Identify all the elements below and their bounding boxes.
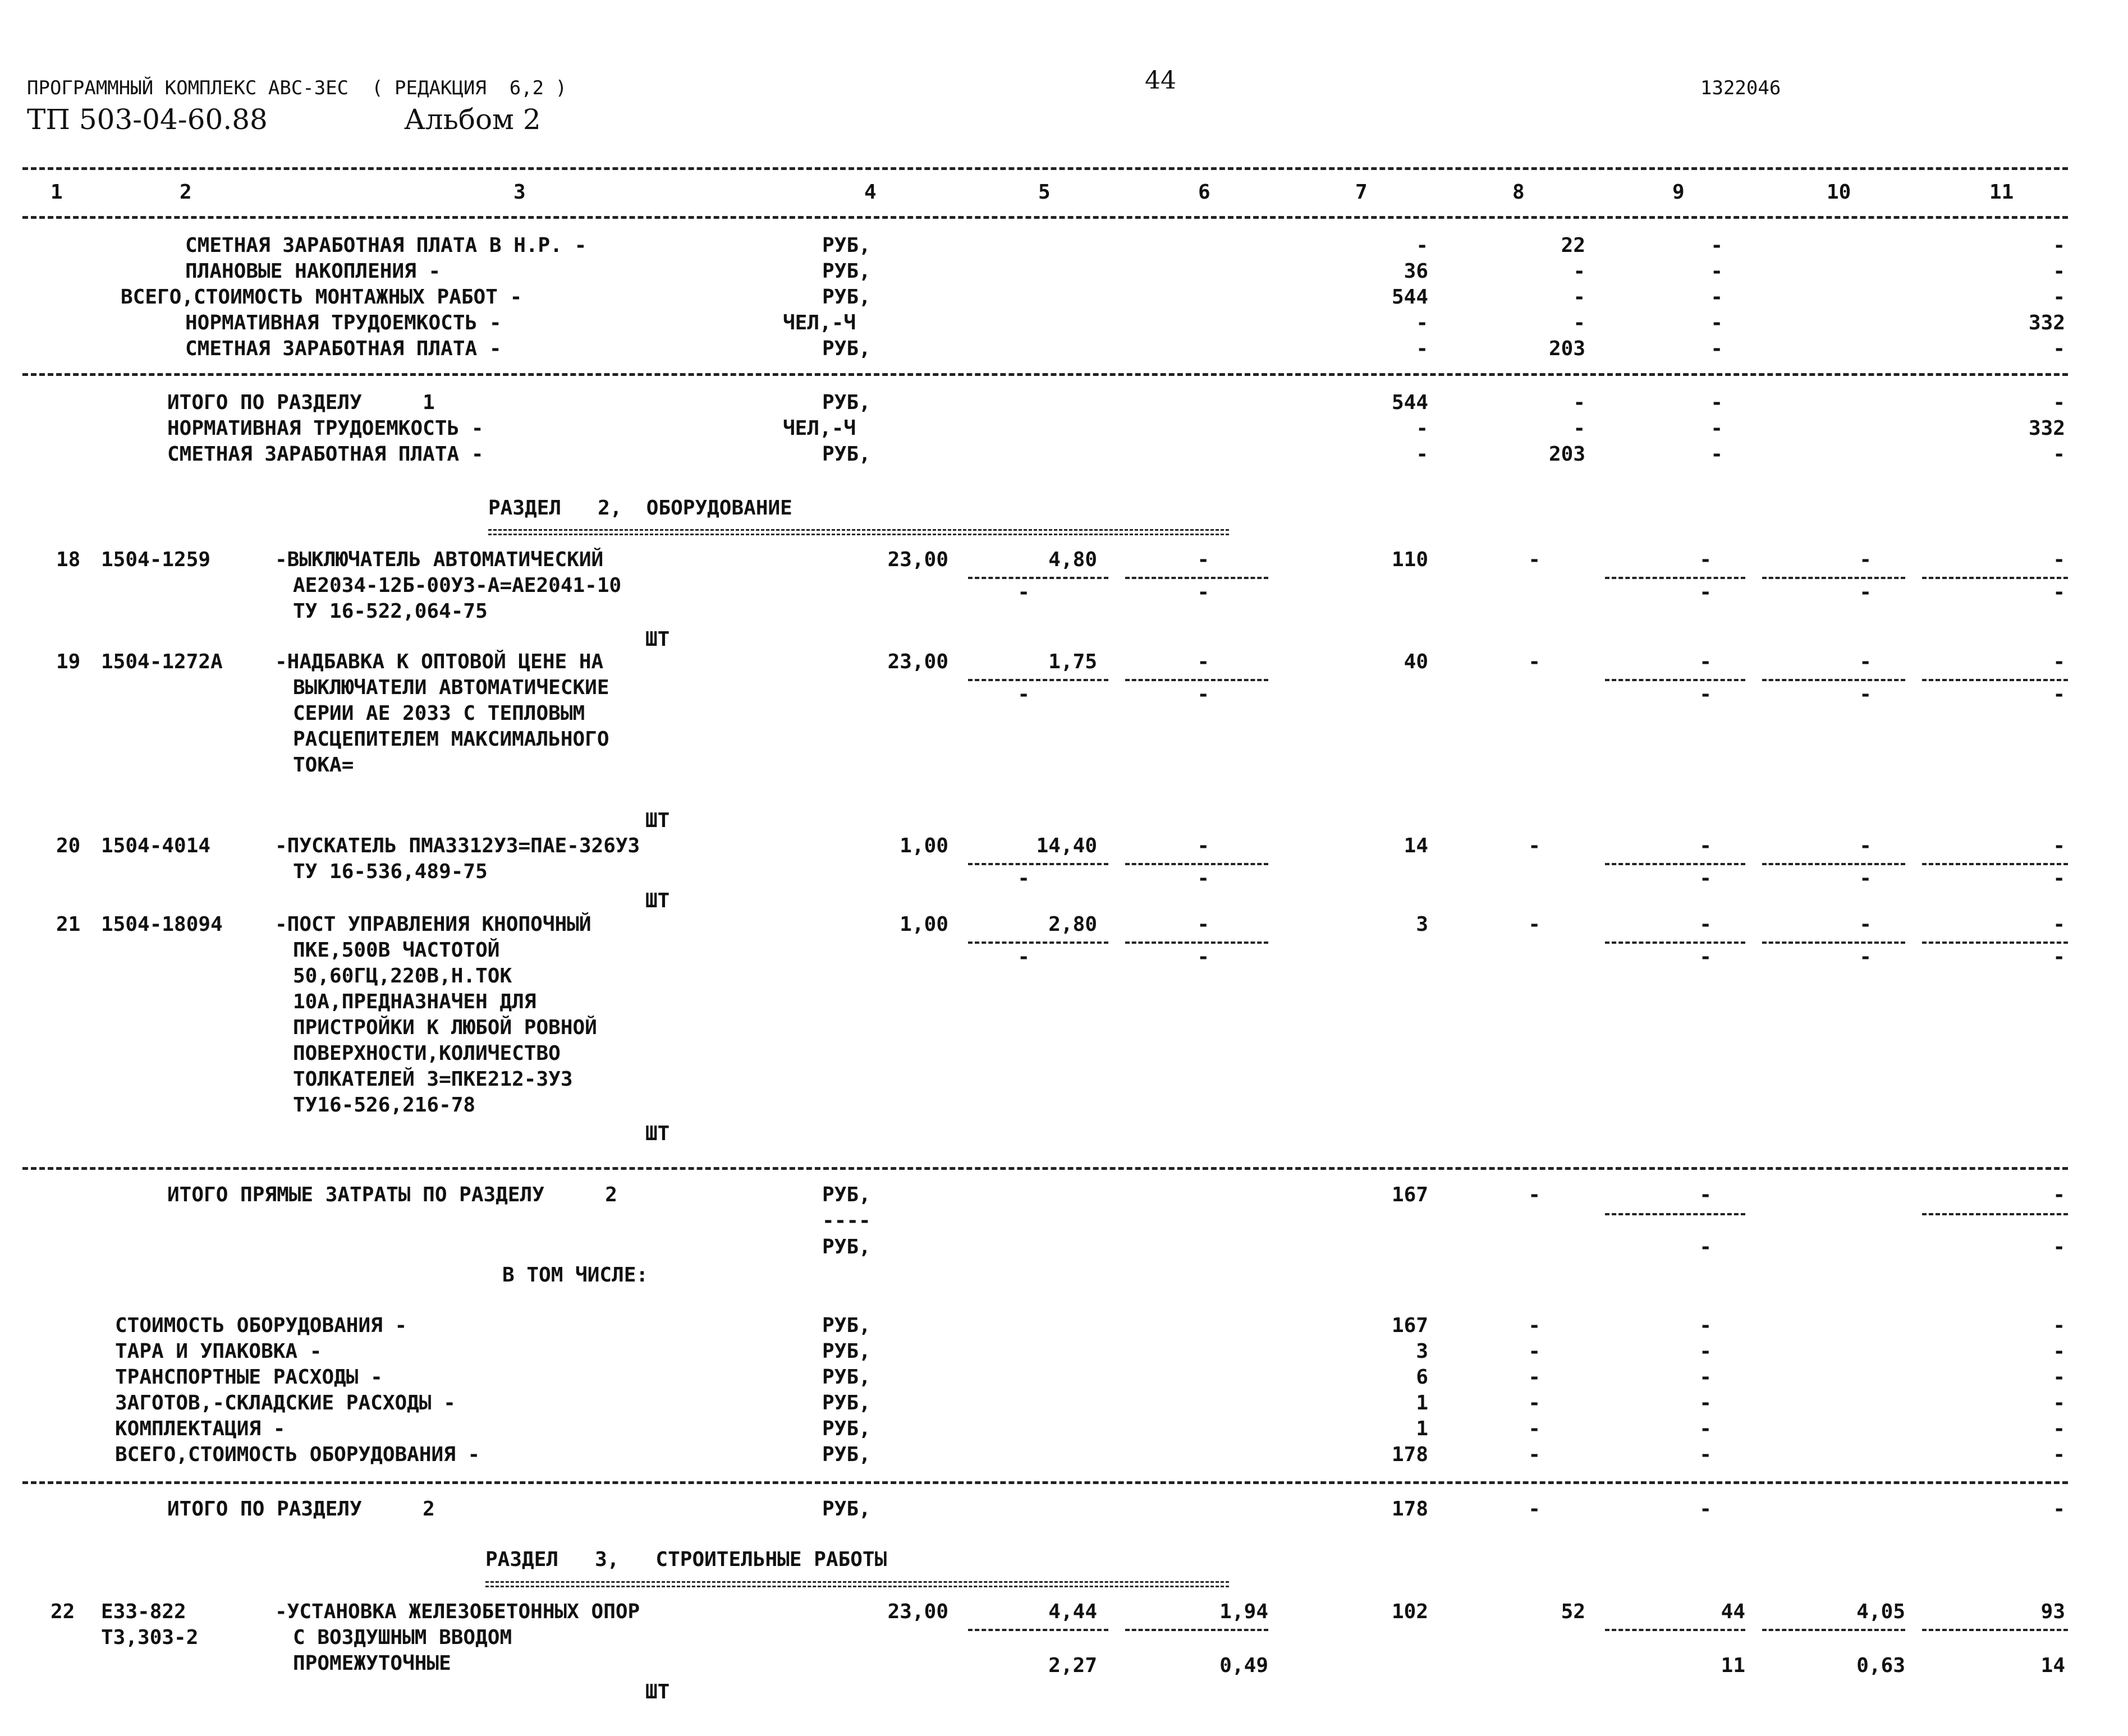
item-code-2: ТЗ,303-2: [101, 1626, 199, 1649]
section1-row-c9: -: [1710, 234, 1723, 257]
cell-separator: [1605, 942, 1745, 944]
item-unit: ШТ: [645, 809, 670, 832]
breakdown-c7: 1: [1416, 1417, 1428, 1440]
item-c9: -: [1699, 650, 1712, 673]
header-rule-bottom: [22, 216, 2068, 219]
item-name-line: ПРОМЕЖУТОЧНЫЕ: [293, 1652, 451, 1675]
section1-row-unit: РУБ,: [822, 286, 871, 309]
cell-separator: [1125, 679, 1268, 681]
section1-total-row-c9: -: [1710, 417, 1723, 440]
item-c5-lower: -: [1017, 867, 1030, 890]
cell-separator: [1125, 863, 1268, 865]
item-c5-lower: 2,27: [1048, 1654, 1097, 1677]
cell-separator: [1922, 942, 2068, 944]
item-c7: 14: [1404, 834, 1428, 857]
section1-total-row-c8: -: [1573, 417, 1585, 440]
item-c9-lower: -: [1699, 683, 1712, 706]
direct-total-unit-dash: ----: [822, 1209, 871, 1232]
section1-row-c11: -: [2053, 337, 2065, 360]
breakdown-c8: -: [1528, 1366, 1540, 1389]
breakdown-c7: 1: [1416, 1391, 1428, 1414]
item-c11-lower: 14: [2040, 1654, 2065, 1677]
direct-total-c8: -: [1528, 1183, 1540, 1206]
breakdown-c8: -: [1528, 1443, 1540, 1466]
item-c6: -: [1197, 913, 1209, 936]
section1-row-c11: -: [2053, 260, 2065, 283]
item-unit: ШТ: [645, 1680, 670, 1703]
section1-row-label: СМЕТНАЯ ЗАРАБОТНАЯ ПЛАТА В Н.Р. -: [185, 234, 587, 257]
breakdown-unit: РУБ,: [822, 1314, 871, 1337]
cell-separator: [1605, 1629, 1745, 1631]
breakdown-c11: -: [2053, 1366, 2065, 1389]
doc-number: 1322046: [1700, 77, 1781, 99]
breakdown-unit: РУБ,: [822, 1340, 871, 1363]
section1-total-row-unit: ЧЕЛ,-Ч: [783, 417, 856, 440]
item-c6-lower: -: [1197, 581, 1209, 604]
section1-total-row-c11: 332: [2028, 417, 2065, 440]
section1-row-c9: -: [1710, 286, 1723, 309]
cell-separator: [968, 942, 1108, 944]
section1-total-row-c9: -: [1710, 443, 1723, 466]
cell-separator: [1922, 1213, 2068, 1215]
section1-row-unit: РУБ,: [822, 260, 871, 283]
section1-row-unit: РУБ,: [822, 337, 871, 360]
item-c9: -: [1699, 834, 1712, 857]
item-c10-lower: -: [1859, 945, 1872, 968]
item-c11-lower: -: [2053, 581, 2065, 604]
item-c6-lower: 0,49: [1219, 1654, 1268, 1677]
section2-total-c7: 178: [1391, 1498, 1428, 1521]
direct-total-unit: РУБ,: [822, 1183, 871, 1206]
item-name-line: ТОКА=: [293, 754, 354, 777]
item-code: 1504-1259: [101, 548, 211, 571]
section1-row-c8: -: [1573, 311, 1585, 334]
section1-total-row-label: ИТОГО ПО РАЗДЕЛУ 1: [167, 391, 435, 414]
cell-separator: [1605, 1213, 1745, 1215]
section1-row-c9: -: [1710, 337, 1723, 360]
section2-title: РАЗДЕЛ 2, ОБОРУДОВАНИЕ: [488, 497, 792, 520]
cell-separator: [1922, 679, 2068, 681]
item-c7: 102: [1391, 1600, 1428, 1623]
item-code: 1504-18094: [101, 913, 223, 936]
item-c11: -: [2053, 913, 2065, 936]
item-c5-lower: -: [1017, 683, 1030, 706]
item-name-line: С ВОЗДУШНЫМ ВВОДОМ: [293, 1626, 512, 1649]
breakdown-unit: РУБ,: [822, 1443, 871, 1466]
item-c6: -: [1197, 834, 1209, 857]
section1-total-row-c11: -: [2053, 443, 2065, 466]
item-unit: ШТ: [645, 628, 670, 651]
item-name-line: ПКЕ,500В ЧАСТОТОЙ: [293, 939, 500, 962]
item-qty: 23,00: [887, 650, 948, 673]
cell-separator: [1922, 863, 2068, 865]
direct-total-c9: -: [1699, 1183, 1712, 1206]
column-number: 7: [1355, 181, 1368, 204]
section1-row-unit: ЧЕЛ,-Ч: [783, 311, 856, 334]
column-number: 6: [1198, 181, 1210, 204]
breakdown-c9: -: [1699, 1314, 1712, 1337]
breakdown-label: ЗАГОТОВ,-СКЛАДСКИЕ РАСХОДЫ -: [115, 1391, 456, 1414]
breakdown-c8: -: [1528, 1417, 1540, 1440]
cell-separator: [1922, 577, 2068, 579]
album-label: Альбом 2: [404, 103, 541, 136]
item-name-line: ТУ 16-536,489-75: [293, 860, 488, 883]
item-c10-lower: -: [1859, 581, 1872, 604]
breakdown-c7: 167: [1391, 1314, 1428, 1337]
item-number: 19: [56, 650, 81, 673]
breakdown-label: СТОИМОСТЬ ОБОРУДОВАНИЯ -: [115, 1314, 407, 1337]
cell-separator: [1125, 1629, 1268, 1631]
breakdown-unit: РУБ,: [822, 1366, 871, 1389]
section1-row-c11: 332: [2028, 311, 2065, 334]
cell-separator: [968, 679, 1108, 681]
item-name-line: ВЫКЛЮЧАТЕЛИ АВТОМАТИЧЕСКИЕ: [293, 676, 609, 699]
breakdown-c8: -: [1528, 1391, 1540, 1414]
section1-row-c7: -: [1416, 234, 1428, 257]
item-name-line: -УСТАНОВКА ЖЕЛЕЗОБЕТОННЫХ ОПОР: [275, 1600, 640, 1623]
section2-total-c11: -: [2053, 1498, 2065, 1521]
section1-row-c7: 36: [1404, 260, 1428, 283]
section1-row-c11: -: [2053, 286, 2065, 309]
item-c9: -: [1699, 913, 1712, 936]
header-rule-top: [22, 167, 2068, 170]
section1-total-row-c9: -: [1710, 391, 1723, 414]
item-c10-lower: -: [1859, 683, 1872, 706]
cell-separator: [1762, 863, 1905, 865]
item-c9: 44: [1721, 1600, 1745, 1623]
item-c10: 4,05: [1856, 1600, 1905, 1623]
item-c6: -: [1197, 650, 1209, 673]
section1-total-row-unit: РУБ,: [822, 391, 871, 414]
section1-total-row-c7: 544: [1391, 391, 1428, 414]
item-c5: 14,40: [1036, 834, 1097, 857]
item-name-line: -ПОСТ УПРАВЛЕНИЯ КНОПОЧНЫЙ: [275, 913, 591, 936]
item-c5: 4,80: [1048, 548, 1097, 571]
breakdown-c7: 3: [1416, 1340, 1428, 1363]
breakdown-label: ТАРА И УПАКОВКА -: [115, 1340, 322, 1363]
breakdown-c9: -: [1699, 1391, 1712, 1414]
item-c9-lower: -: [1699, 581, 1712, 604]
breakdown-unit: РУБ,: [822, 1417, 871, 1440]
section1-row-label: СМЕТНАЯ ЗАРАБОТНАЯ ПЛАТА -: [185, 337, 502, 360]
section1-total-row-c7: -: [1416, 443, 1428, 466]
item-c11-lower: -: [2053, 867, 2065, 890]
section1-row-c7: 544: [1391, 286, 1428, 309]
section2-total-unit: РУБ,: [822, 1498, 871, 1521]
item-c5-lower: -: [1017, 945, 1030, 968]
cell-separator: [968, 1629, 1108, 1631]
cell-separator: [1605, 577, 1745, 579]
including-label: В ТОМ ЧИСЛЕ:: [502, 1264, 649, 1287]
item-c10: -: [1859, 913, 1872, 936]
cell-separator: [1762, 1629, 1905, 1631]
item-unit: ШТ: [645, 1122, 670, 1145]
item-c8: -: [1528, 834, 1540, 857]
item-c9-lower: -: [1699, 945, 1712, 968]
column-number: 4: [864, 181, 877, 204]
item-number: 22: [51, 1600, 75, 1623]
breakdown-c9: -: [1699, 1417, 1712, 1440]
section1-row-c7: -: [1416, 311, 1428, 334]
direct-total-c9-lower: -: [1699, 1236, 1712, 1259]
breakdown-c9: -: [1699, 1340, 1712, 1363]
cell-separator: [1762, 577, 1905, 579]
section3-title: РАЗДЕЛ 3, СТРОИТЕЛЬНЫЕ РАБОТЫ: [485, 1548, 887, 1571]
item-name-line: ТОЛКАТЕЛЕЙ 3=ПКЕ212-3У3: [293, 1068, 573, 1091]
item-name-line: ПОВЕРХНОСТИ,КОЛИЧЕСТВО: [293, 1042, 561, 1065]
item-c9: -: [1699, 548, 1712, 571]
item-c7: 40: [1404, 650, 1428, 673]
breakdown-label: ТРАНСПОРТНЫЕ РАСХОДЫ -: [115, 1366, 383, 1389]
item-c5: 2,80: [1048, 913, 1097, 936]
breakdown-c8: -: [1528, 1314, 1540, 1337]
item-c7: 3: [1416, 913, 1428, 936]
direct-total-c11: -: [2053, 1183, 2065, 1206]
cell-separator: [968, 577, 1108, 579]
item-c6-lower: -: [1197, 945, 1209, 968]
item-c6: 1,94: [1219, 1600, 1268, 1623]
item-number: 20: [56, 834, 81, 857]
breakdown-c11: -: [2053, 1340, 2065, 1363]
item-code: Е33-822: [101, 1600, 186, 1623]
breakdown-c11: -: [2053, 1314, 2065, 1337]
item-c11: -: [2053, 834, 2065, 857]
breakdown-c11: -: [2053, 1417, 2065, 1440]
doc-code: ТП 503-04-60.88: [27, 103, 268, 136]
section1-row-label: ПЛАНОВЫЕ НАКОПЛЕНИЯ -: [185, 260, 441, 283]
item-name-line: ТУ 16-522,064-75: [293, 600, 488, 623]
section1-total-row-c8: -: [1573, 391, 1585, 414]
column-number: 3: [513, 181, 526, 204]
column-number: 11: [1989, 181, 2014, 204]
item-c5: 1,75: [1048, 650, 1097, 673]
column-number: 1: [51, 181, 63, 204]
item-c11-lower: -: [2053, 683, 2065, 706]
item-qty: 1,00: [900, 913, 948, 936]
breakdown-c8: -: [1528, 1340, 1540, 1363]
breakdown-c7: 6: [1416, 1366, 1428, 1389]
item-c10: -: [1859, 650, 1872, 673]
item-c8: -: [1528, 650, 1540, 673]
section1-row-label: ВСЕГО,СТОИМОСТЬ МОНТАЖНЫХ РАБОТ -: [121, 286, 522, 309]
item-number: 21: [56, 913, 81, 936]
breakdown-c9: -: [1699, 1366, 1712, 1389]
section1-row-c7: -: [1416, 337, 1428, 360]
section-underline: [485, 1581, 1229, 1587]
cell-separator: [1762, 679, 1905, 681]
section1-row-c8: -: [1573, 286, 1585, 309]
item-name-line: 10А,ПРЕДНАЗНАЧЕН ДЛЯ: [293, 990, 536, 1013]
item-qty: 23,00: [887, 1600, 948, 1623]
item-name-line: ТУ16-526,216-78: [293, 1094, 476, 1117]
section1-total-row-unit: РУБ,: [822, 443, 871, 466]
column-number: 9: [1672, 181, 1685, 204]
column-number: 10: [1827, 181, 1851, 204]
item-c11-lower: -: [2053, 945, 2065, 968]
item-unit: ШТ: [645, 889, 670, 912]
cell-separator: [968, 863, 1108, 865]
section1-total-row-c7: -: [1416, 417, 1428, 440]
direct-total-c7: 167: [1391, 1183, 1428, 1206]
section1-total-row-c11: -: [2053, 391, 2065, 414]
item-name-line: -НАДБАВКА К ОПТОВОЙ ЦЕНЕ НА: [275, 650, 604, 673]
item-name-line: 50,60ГЦ,220В,Н.ТОК: [293, 965, 512, 988]
item-c5-lower: -: [1017, 581, 1030, 604]
item-c10: -: [1859, 834, 1872, 857]
breakdown-label: КОМПЛЕКТАЦИЯ -: [115, 1417, 286, 1440]
item-c8: -: [1528, 548, 1540, 571]
breakdown-c7: 178: [1391, 1443, 1428, 1466]
item-name-line: АЕ2034-12Б-00У3-А=АЕ2041-10: [293, 574, 622, 597]
direct-total-c11-lower: -: [2053, 1236, 2065, 1259]
direct-total-unit-2: РУБ,: [822, 1236, 871, 1259]
cell-separator: [1762, 942, 1905, 944]
page-number: 44: [1145, 66, 1176, 95]
item-c10-lower: -: [1859, 867, 1872, 890]
item-name-line: ПРИСТРОЙКИ К ЛЮБОЙ РОВНОЙ: [293, 1016, 597, 1039]
section1-row-label: НОРМАТИВНАЯ ТРУДОЕМКОСТЬ -: [185, 311, 502, 334]
cell-separator: [1605, 863, 1745, 865]
section1-row-c9: -: [1710, 260, 1723, 283]
item-name-line: РАСЦЕПИТЕЛЕМ МАКСИМАЛЬНОГО: [293, 728, 609, 751]
item-c5: 4,44: [1048, 1600, 1097, 1623]
section1-row-c9: -: [1710, 311, 1723, 334]
column-number: 5: [1038, 181, 1051, 204]
section2-total-label: ИТОГО ПО РАЗДЕЛУ 2: [167, 1498, 435, 1521]
breakdown-c11: -: [2053, 1443, 2065, 1466]
column-number: 8: [1512, 181, 1525, 204]
item-code: 1504-1272А: [101, 650, 223, 673]
section1-row-c8: -: [1573, 260, 1585, 283]
item-name-line: -ВЫКЛЮЧАТЕЛЬ АВТОМАТИЧЕСКИЙ: [275, 548, 604, 571]
item-name-line: СЕРИИ АЕ 2033 С ТЕПЛОВЫМ: [293, 702, 585, 725]
section1-row-c8: 22: [1561, 234, 1585, 257]
column-number: 2: [180, 181, 192, 204]
cell-separator: [1922, 1629, 2068, 1631]
item-c7: 110: [1391, 548, 1428, 571]
section2-total-c9: -: [1699, 1498, 1712, 1521]
item-name-line: -ПУСКАТЕЛЬ ПМА3312У3=ПАЕ-326У3: [275, 834, 640, 857]
breakdown-c9: -: [1699, 1443, 1712, 1466]
section1-total-row-label: НОРМАТИВНАЯ ТРУДОЕМКОСТЬ -: [167, 417, 484, 440]
item-number: 18: [56, 548, 81, 571]
section1-row-c8: 203: [1548, 337, 1585, 360]
item-c10: -: [1859, 548, 1872, 571]
breakdown-c11: -: [2053, 1391, 2065, 1414]
item-c11: -: [2053, 548, 2065, 571]
item-c9-lower: 11: [1721, 1654, 1745, 1677]
item-c10-lower: 0,63: [1856, 1654, 1905, 1677]
table-rule: [22, 373, 2068, 376]
item-c9-lower: -: [1699, 867, 1712, 890]
item-c11: -: [2053, 650, 2065, 673]
cell-separator: [1125, 942, 1268, 944]
item-c11: 93: [2040, 1600, 2065, 1623]
table-rule: [22, 1481, 2068, 1484]
item-qty: 23,00: [887, 548, 948, 571]
item-c6-lower: -: [1197, 867, 1209, 890]
cell-separator: [1605, 679, 1745, 681]
table-rule: [22, 1167, 2068, 1170]
direct-total-label: ИТОГО ПРЯМЫЕ ЗАТРАТЫ ПО РАЗДЕЛУ 2: [167, 1183, 617, 1206]
section1-row-c11: -: [2053, 234, 2065, 257]
item-qty: 1,00: [900, 834, 948, 857]
breakdown-label: ВСЕГО,СТОИМОСТЬ ОБОРУДОВАНИЯ -: [115, 1443, 480, 1466]
item-c8: 52: [1561, 1600, 1585, 1623]
breakdown-unit: РУБ,: [822, 1391, 871, 1414]
item-c8: -: [1528, 913, 1540, 936]
item-code: 1504-4014: [101, 834, 211, 857]
section2-total-c8: -: [1528, 1498, 1540, 1521]
cell-separator: [1125, 577, 1268, 579]
section-underline: [488, 529, 1229, 535]
item-c6-lower: -: [1197, 683, 1209, 706]
section1-row-unit: РУБ,: [822, 234, 871, 257]
program-header: ПРОГРАММНЫЙ КОМПЛЕКС АВС-ЗЕС ( РЕДАКЦИЯ 6,2 ): [27, 77, 567, 99]
section1-total-row-c8: 203: [1548, 443, 1585, 466]
item-c6: -: [1197, 548, 1209, 571]
section1-total-row-label: СМЕТНАЯ ЗАРАБОТНАЯ ПЛАТА -: [167, 443, 484, 466]
